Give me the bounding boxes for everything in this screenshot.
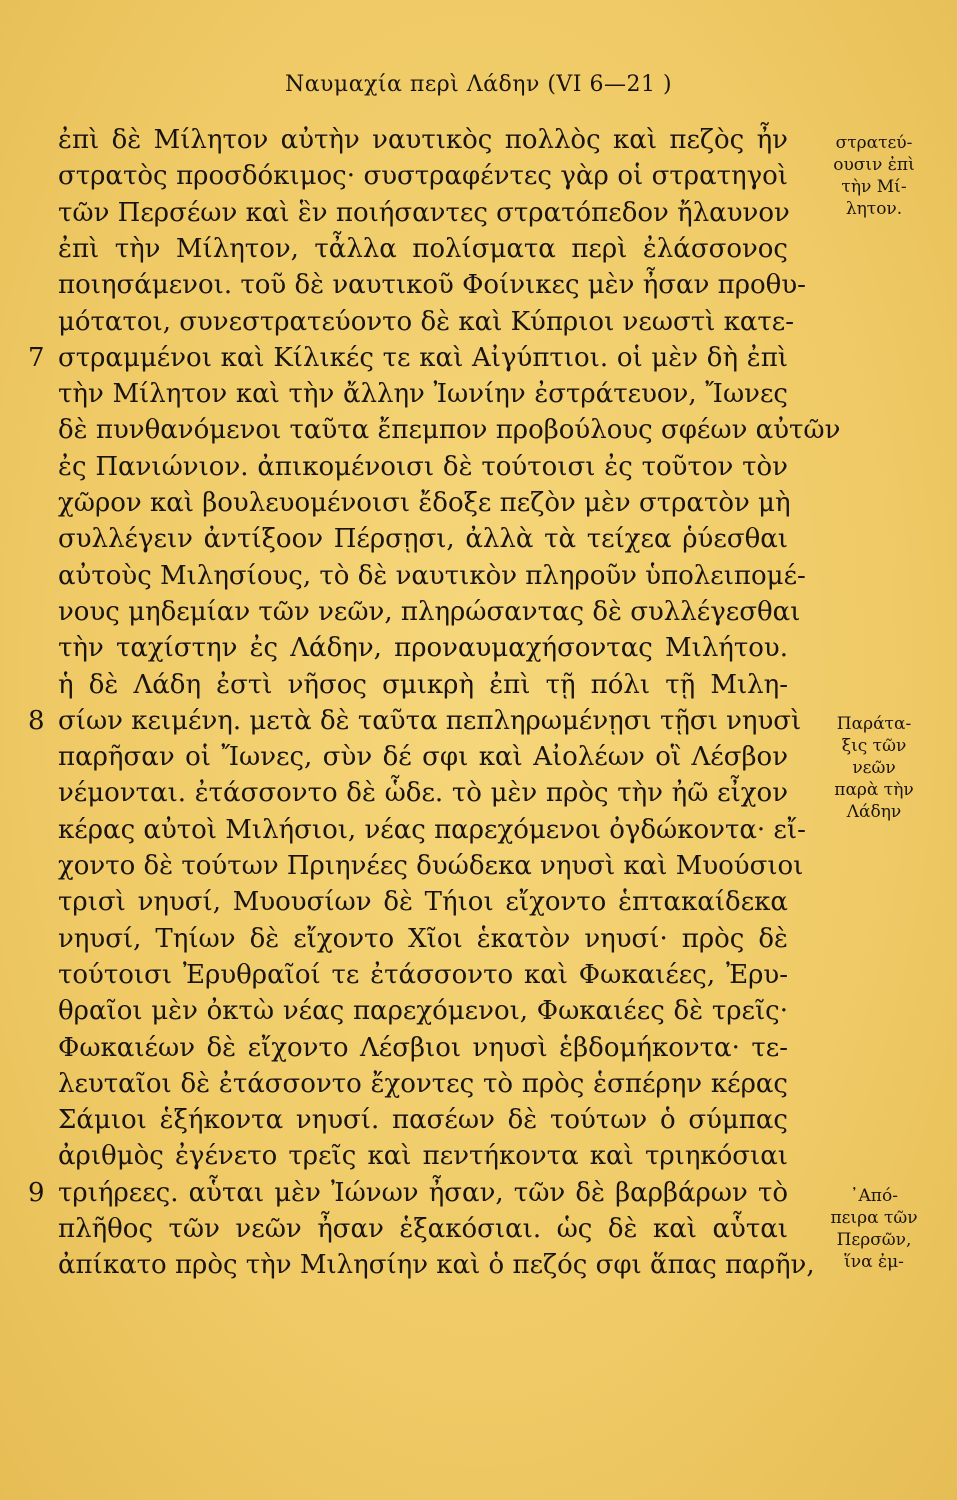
margin-note-line: στρατεύ- [835,133,913,153]
text-line: συλλέγειν ἀντίξοον Πέρσῃσι, ἀλλὰ τὰ τείχεα ῥύεσθαι [58,524,788,555]
text-line: αὐτοὺς Μιλησίους, τὸ δὲ ναυτικὸν πληροῦν ὑπολειπομέ- [58,560,806,591]
text-line: τὴν ταχίστην ἐς Λάδην, προναυμαχήσοντας Μιλήτου. [58,633,788,664]
text-line: τριήρεες. αὗται μὲν Ἰώνων ἦσαν, τῶν δὲ βαρβάρων τὸ [58,1177,788,1208]
text-line: ἐπὶ τὴν Μίλητον, τἆλλα πολίσματα περὶ ἐλάσσονος [58,233,788,264]
margin-note-line: πειρα τῶν [830,1207,918,1228]
margin-note-line: παρὰ τὴν [834,779,914,800]
text-line: σίων κειμένη. μετὰ δὲ ταῦτα πεπληρωμένῃσι τῇσι νηυσὶ [58,705,802,736]
section-number: 7 [28,342,45,373]
section-number: 8 [28,705,45,736]
text-line: ποιησάμενοι. τοῦ δὲ ναυτικοῦ Φοίνικες μὲν ἦσαν προθυ- [58,270,806,301]
text-line: παρῆσαν οἱ Ἴωνες, σὺν δέ σφι καὶ Αἰολέων οἳ Λέσβον [58,742,788,773]
text-line: ἡ δὲ Λάδη ἐστὶ νῆσος σμικρὴ ἐπὶ τῇ πόλι τῇ Μιλη- [58,669,788,700]
margin-note-line: τὴν Μί- [841,177,907,197]
text-line: πλῆθος τῶν νεῶν ἦσαν ἑξακόσιαι. ὡς δὲ καὶ αὗται [58,1214,788,1244]
text-line: χῶρον καὶ βουλευομένοισι ἔδοξε πεζὸν μὲν στρατὸν μὴ [58,488,791,518]
margin-note [800,713,948,823]
text-line: νέμονται. ἐτάσσοντο δὲ ὧδε. τὸ μὲν πρὸς τὴν ἠῶ εἶχον [58,778,788,809]
margin-note-line: νεῶν [852,757,896,778]
text-line: ἀριθμὸς ἐγένετο τρεῖς καὶ πεντήκοντα καὶ τριηκόσιαι [58,1141,788,1172]
text-line: Σάμιοι ἑξήκοντα νηυσί. πασέων δὲ τούτων ὁ σύμπας [58,1105,788,1136]
margin-note-line: λητον. [845,199,903,219]
text-line: ἀπίκατο πρὸς τὴν Μιλησίην καὶ ὁ πεζός σφι ἅπας παρῆν, [58,1250,815,1281]
text-line: ἐς Πανιώνιον. ἀπικομένοισι δὲ τούτοισι ἐς τοῦτον τὸν [58,451,788,482]
text-line: τρισὶ νηυσί, Μυουσίων δὲ Τήιοι εἴχοντο ἑπτακαίδεκα [58,887,788,918]
text-line: κέρας αὐτοὶ Μιλήσιοι, νέας παρεχόμενοι ὀγδώκοντα· εἴ- [58,814,806,845]
text-line: στραμμένοι καὶ Κίλικές τε καὶ Αἰγύπτιοι. οἱ μὲν δὴ ἐπὶ [58,342,788,373]
text-line: μότατοι, συνεστρατεύοντο δὲ καὶ Κύπριοι νεωστὶ κατε- [58,306,795,337]
text-line: λευταῖοι δὲ ἐτάσσοντο ἔχοντες τὸ πρὸς ἑσπέρην κέρας [58,1068,788,1099]
text-line: τὴν Μίλητον καὶ τὴν ἄλλην Ἰωνίην ἐστράτευον, Ἴωνες [58,379,788,410]
margin-note-line: Περσῶν, [836,1229,912,1250]
text-line: στρατὸς προσδόκιμος· συστραφέντες γὰρ οἱ στρατηγοὶ [58,161,788,192]
margin-note-line: ἵνα ἐμ- [844,1251,904,1272]
text-line: τῶν Περσέων καὶ ἓν ποιήσαντες στρατόπεδον ἤλαυνον [58,197,790,228]
text-line: χοντο δὲ τούτων Πριηνέες δυώδεκα νηυσὶ καὶ Μυούσιοι [58,851,804,881]
text-line: τούτοισι Ἐρυθραῖοί τε ἐτάσσοντο καὶ Φωκαιέες, Ἐρυ- [58,959,788,990]
margin-note [800,132,948,220]
text-line: Φωκαιέων δὲ εἴχοντο Λέσβιοι νηυσὶ ἑβδομήκοντα· τε- [58,1032,788,1063]
text-line: ἐπὶ δὲ Μίλητον αὐτὴν ναυτικὸς πολλὸς καὶ πεζὸς ἦν [58,125,788,155]
margin-note-line: ξις τῶν [841,735,907,756]
text-line: δὲ πυνθανόμενοι ταῦτα ἔπεμπον προβούλους σφέων αὐτῶν [58,415,841,446]
text-line: θραῖοι μὲν ὀκτὼ νέας παρεχόμενοι, Φωκαιέες δὲ τρεῖς· [58,996,788,1027]
section-number: 9 [28,1177,45,1208]
text-line: νηυσί, Τηίων δὲ εἴχοντο Χῖοι ἑκατὸν νηυσί· πρὸς δὲ [58,923,788,954]
margin-note [800,1185,948,1273]
running-header: Ναυμαχία περὶ Λάδην (VI 6—21 ) [284,72,673,97]
margin-note-line: ᾿Από- [850,1185,898,1206]
margin-note-line: Λάδην [846,801,902,822]
margin-note-line: ουσιν ἐπὶ [833,155,915,175]
margin-note-line: Παράτα- [836,713,912,734]
text-line: νους μηδεμίαν τῶν νεῶν, πληρώσαντας δὲ συλλέγεσθαι [58,596,801,627]
